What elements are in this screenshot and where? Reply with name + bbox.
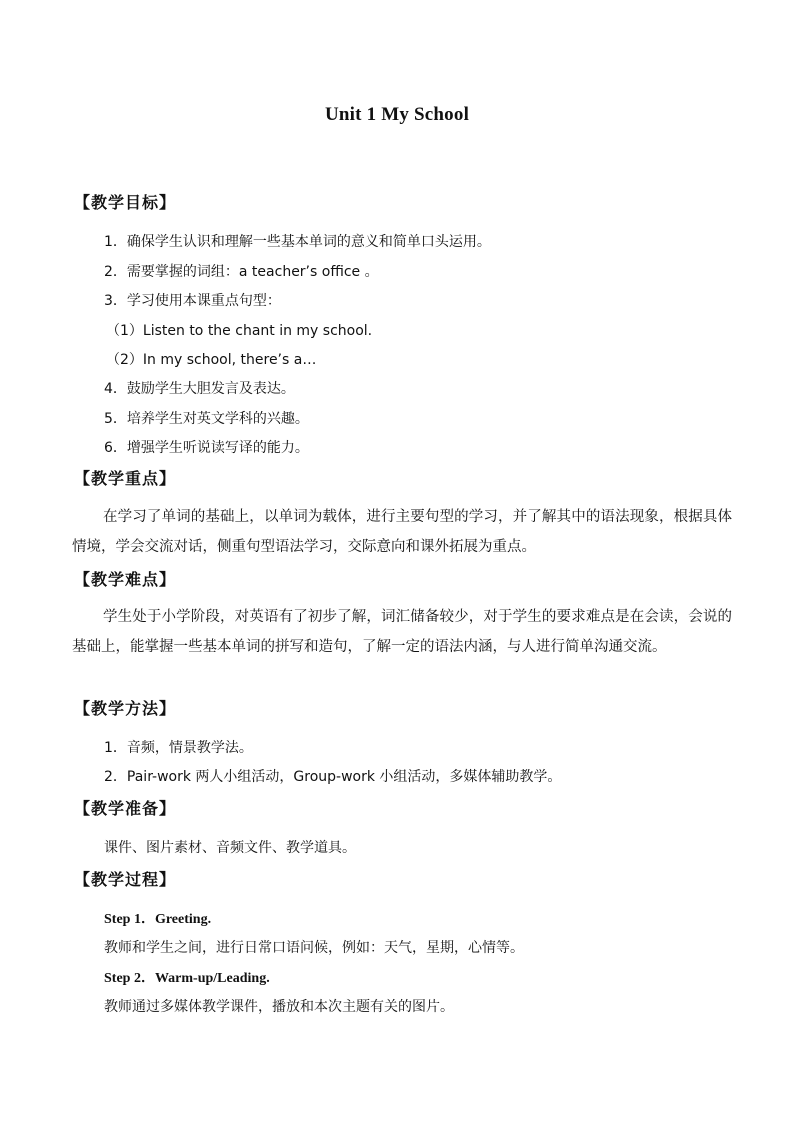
objective-item: 3．学习使用本课重点句型：	[104, 293, 281, 309]
preparation-text: 课件、图片素材、音频文件、教学道具。	[104, 840, 356, 856]
objective-subitem: （2）In my school, there’s a…	[106, 352, 317, 368]
section-heading-key-points: 【教学重点】	[74, 469, 177, 488]
objective-subitem: （1）Listen to the chant in my school.	[106, 323, 373, 339]
key-points-paragraph: 在学习了单词的基础上，以单词为载体，进行主要句型的学习，并了解其中的语法现象，根据具体情境，学会交流对话，侧重句型语法学习，交际意向和课外拓展为重点。	[72, 509, 732, 555]
section-heading-preparation: 【教学准备】	[74, 799, 177, 818]
objective-item: 1．确保学生认识和理解一些基本单词的意义和简单口头运用。	[104, 234, 491, 250]
objective-item: 6．增强学生听说读写译的能力。	[104, 440, 309, 456]
method-item: 2．Pair-work 两人小组活动，Group-work 小组活动，多媒体辅助教学。	[104, 769, 562, 785]
objective-item: 2．需要掌握的词组：a teacher’s office 。	[104, 264, 379, 280]
section-heading-methods: 【教学方法】	[74, 699, 177, 718]
objective-item: 5．培养学生对英文学科的兴趣。	[104, 411, 309, 427]
document-title: Unit 1 My School	[324, 104, 470, 125]
objective-item: 4．鼓励学生大胆发言及表达。	[104, 381, 295, 397]
step-text: 教师通过多媒体教学课件，播放和本次主题有关的图片。	[104, 999, 454, 1015]
step-label: Step 2．Warm-up/Leading.	[104, 971, 270, 986]
section-heading-difficulties: 【教学难点】	[74, 570, 177, 589]
step-text: 教师和学生之间，进行日常口语问候，例如：天气，星期，心情等。	[104, 940, 524, 956]
step-label: Step 1．Greeting.	[104, 912, 212, 927]
section-heading-objectives: 【教学目标】	[74, 193, 177, 212]
difficulties-paragraph: 学生处于小学阶段，对英语有了初步了解，词汇储备较少，对于学生的要求难点是在会读，会说的基础上，能掌握一些基本单词的拼写和造句，了解一定的语法内涵，与人进行简单沟通交流。	[72, 609, 732, 655]
method-item: 1．音频，情景教学法。	[104, 740, 253, 756]
section-heading-process: 【教学过程】	[74, 870, 177, 889]
